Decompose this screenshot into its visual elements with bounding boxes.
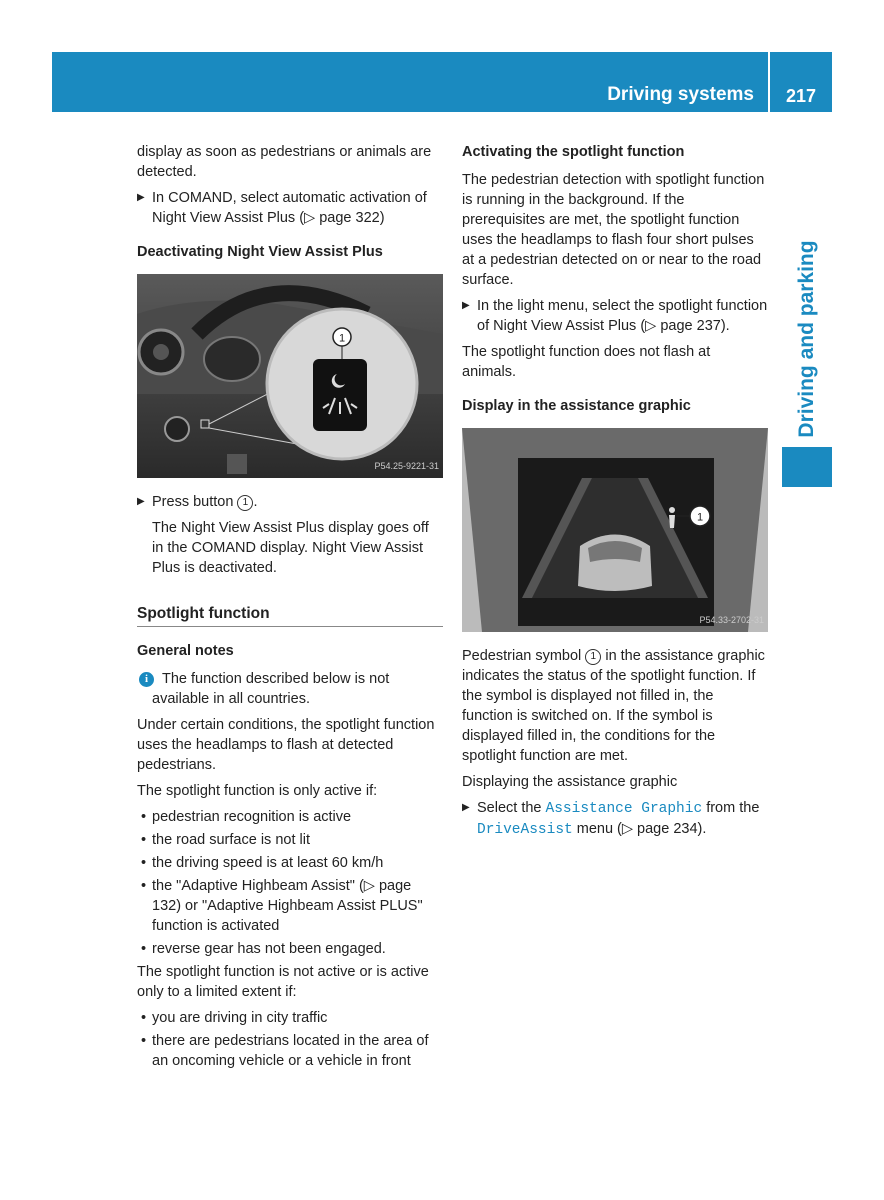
left-column — [137, 142, 443, 1074]
list-item: • reverse gear has not been engaged. — [137, 939, 443, 959]
step-press-text: Press button — [152, 494, 234, 510]
heading-display-graphic: Display in the assistance graphic — [462, 398, 691, 414]
info-note — [137, 669, 443, 709]
figure-code: P54.33-2702-31 — [699, 615, 764, 625]
list-item: • you are driving in city traffic — [137, 1008, 443, 1028]
paragraph-pedestrian-symbol — [462, 646, 768, 766]
list-active-conditions — [137, 807, 443, 959]
text-b: in the assistance graphic indicates the status of the spotlight function. If the symbol is displayed not filled in, the function is switched on. If the symbol is displayed filled in, the conditions for the spotlight function are met. — [462, 648, 765, 764]
text-b: from the — [706, 800, 760, 816]
step-select-automatic: ▶ In COMAND, select automatic activation of Night View Assist Plus (▷ page 322) — [137, 188, 443, 228]
list-item: • the "Adaptive Highbeam Assist" (▷ page 132) or "Adaptive Highbeam Assist PLUS" function is activated — [137, 876, 443, 936]
intro-text: display as soon as pedestrians or animals are detected. — [137, 144, 432, 180]
list-item: • pedestrian recognition is active — [137, 807, 443, 827]
menu-driveassist: DriveAssist — [477, 822, 573, 838]
list-item: • there are pedestrians located in the area of an oncoming vehicle or a vehicle in front — [137, 1031, 443, 1071]
paragraph-active-if: The spotlight function is only active if: — [137, 783, 378, 799]
page-number: 217 — [785, 86, 817, 106]
heading-general-notes: General notes — [137, 643, 234, 659]
dashboard-illustration — [137, 274, 443, 478]
figure-dashboard-button — [137, 274, 443, 478]
chapter-tab — [782, 236, 832, 441]
list-item: • the driving speed is at least 60 km/h — [137, 853, 443, 873]
text-a: Pedestrian symbol — [462, 648, 582, 664]
heading-spotlight: Spotlight function — [137, 604, 443, 627]
figure-assistance-graphic — [462, 428, 768, 632]
text-a: Select the — [477, 800, 542, 816]
paragraph-limited: The spotlight function is not active or is active only to a limited extent if: — [137, 964, 429, 1000]
figure-code: P54.25-9221-31 — [374, 461, 439, 471]
step-press-button — [137, 492, 443, 512]
paragraph-displaying: Displaying the assistance graphic — [462, 774, 678, 790]
info-icon: i — [139, 672, 154, 687]
step-result: The Night View Assist Plus display goes off in the COMAND display. Night View Assist Plus is deactivated. — [152, 520, 429, 576]
menu-item-assistance-graphic: Assistance Graphic — [545, 801, 703, 817]
figure-callout-1: 1 — [696, 511, 704, 524]
section-title: Driving systems — [607, 84, 754, 105]
figure-callout-1: 1 — [338, 332, 346, 345]
paragraph-background: The pedestrian detection with spotlight function is running in the background. If the prerequisites are met, the spotlight function uses the headlamps to flash four short pulses at a pedestrian detected on or near to the road surface. — [462, 172, 765, 288]
list-item: • the road surface is not lit — [137, 830, 443, 850]
step-light-menu: ▶ In the light menu, select the spotlight function of Night View Assist Plus (▷ page 237). — [462, 296, 768, 336]
text-c: menu (▷ page 234). — [576, 821, 707, 837]
callout-ref: 1 — [237, 495, 253, 511]
list-limited-conditions — [137, 1008, 443, 1071]
chapter-marker — [782, 447, 832, 487]
chapter-tab-label: Driving and parking — [795, 239, 818, 438]
assistance-graphic-illustration — [462, 428, 768, 632]
step-select-graphic — [462, 798, 768, 840]
paragraph-animals: The spotlight function does not flash at animals. — [462, 344, 711, 380]
info-text: The function described below is not available in all countries. — [152, 671, 390, 707]
right-column — [462, 142, 768, 846]
step-press-end: . — [253, 494, 258, 510]
heading-activating: Activating the spotlight function — [462, 144, 685, 160]
heading-deactivating: Deactivating Night View Assist Plus — [137, 244, 383, 260]
callout-ref: 1 — [585, 649, 601, 665]
paragraph-conditions: Under certain conditions, the spotlight function uses the headlamps to flash at detected pedestrians. — [137, 717, 435, 773]
